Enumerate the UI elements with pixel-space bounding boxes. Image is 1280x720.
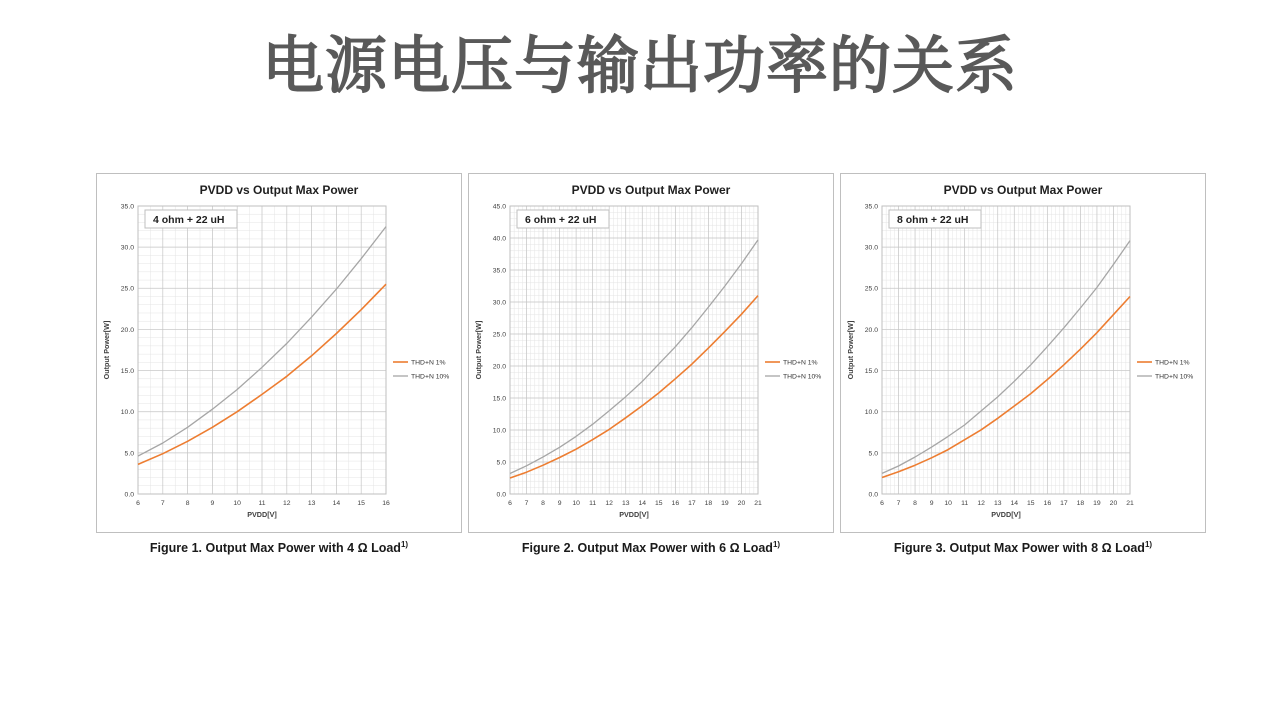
svg-text:THD+N 10%: THD+N 10%: [1155, 373, 1194, 381]
svg-text:THD+N 1%: THD+N 1%: [1155, 359, 1190, 367]
svg-text:6: 6: [880, 500, 884, 507]
svg-text:14: 14: [1010, 500, 1019, 507]
svg-text:15: 15: [655, 500, 663, 507]
svg-text:17: 17: [688, 500, 696, 507]
caption-text: Figure 1. Output Max Power with 4 Ω Load: [149, 541, 401, 556]
grid-minor: [510, 206, 758, 494]
line-chart-6ohm: [469, 198, 833, 520]
svg-text:13: 13: [621, 500, 630, 507]
svg-text:9: 9: [929, 500, 934, 507]
svg-text:19: 19: [721, 500, 729, 507]
svg-text:45.0: 45.0: [492, 203, 506, 211]
svg-text:12: 12: [977, 500, 985, 507]
legend: [393, 359, 449, 380]
svg-text:15.0: 15.0: [492, 395, 506, 403]
chart-title: PVDD vs Output Max Power: [571, 183, 731, 197]
x-axis-label: PVDD[V]: [991, 510, 1021, 519]
svg-text:10: 10: [572, 500, 580, 507]
caption-text: Figure 3. Output Max Power with 8 Ω Load: [893, 541, 1145, 556]
svg-text:9: 9: [210, 500, 215, 507]
caption-footnote-marker: 1): [1144, 540, 1153, 549]
svg-text:18: 18: [704, 500, 713, 507]
svg-text:THD+N 1%: THD+N 1%: [783, 359, 818, 367]
svg-text:20: 20: [737, 500, 746, 507]
svg-text:THD+N 10%: THD+N 10%: [411, 373, 450, 381]
chart-panel: [96, 173, 462, 533]
charts-row: [96, 173, 1206, 555]
chart-block-8ohm: [840, 173, 1206, 555]
svg-text:16: 16: [671, 500, 680, 507]
svg-text:14: 14: [638, 500, 647, 507]
svg-text:10.0: 10.0: [492, 427, 506, 435]
figure-caption: [96, 540, 462, 555]
caption-footnote-marker: 1): [772, 540, 781, 549]
load-annotation: [517, 210, 609, 228]
svg-text:12: 12: [283, 500, 291, 507]
figure-caption: [840, 540, 1206, 555]
caption-footnote-marker: 1): [400, 540, 409, 549]
tick-labels: [865, 203, 1134, 507]
svg-text:7: 7: [896, 500, 901, 507]
svg-text:17: 17: [1060, 500, 1068, 507]
svg-text:5.0: 5.0: [496, 459, 506, 467]
chart-block-6ohm: [468, 173, 834, 555]
line-chart-8ohm: [841, 198, 1205, 520]
chart-title: PVDD vs Output Max Power: [943, 183, 1103, 197]
svg-text:13: 13: [307, 500, 316, 507]
svg-text:16: 16: [382, 500, 390, 507]
tick-labels: [121, 203, 390, 507]
svg-text:15: 15: [1027, 500, 1035, 507]
svg-text:5.0: 5.0: [868, 450, 878, 458]
load-annotation: [145, 210, 237, 228]
chart-panel: [840, 173, 1206, 533]
svg-text:7: 7: [524, 500, 529, 507]
svg-text:10.0: 10.0: [120, 409, 134, 417]
x-axis-label: PVDD[V]: [247, 510, 277, 519]
tick-labels: [493, 203, 762, 507]
svg-text:11: 11: [589, 500, 597, 507]
chart-title: PVDD vs Output Max Power: [199, 183, 359, 197]
svg-text:0.0: 0.0: [868, 491, 878, 499]
svg-text:21: 21: [1126, 500, 1134, 507]
svg-text:15.0: 15.0: [864, 367, 878, 375]
line-chart-4ohm: [97, 198, 461, 520]
svg-text:4 ohm + 22 uH: 4 ohm + 22 uH: [153, 214, 225, 226]
svg-text:10: 10: [233, 500, 241, 507]
svg-text:25.0: 25.0: [864, 285, 878, 293]
svg-text:25.0: 25.0: [492, 331, 506, 339]
svg-text:6: 6: [508, 500, 512, 507]
svg-text:18: 18: [1076, 500, 1085, 507]
svg-text:16: 16: [1043, 500, 1052, 507]
svg-text:11: 11: [258, 500, 266, 507]
svg-text:8 ohm + 22 uH: 8 ohm + 22 uH: [897, 214, 969, 226]
figure-caption: [468, 540, 834, 555]
svg-text:15.0: 15.0: [120, 367, 134, 375]
svg-text:0.0: 0.0: [496, 491, 506, 499]
svg-text:7: 7: [160, 500, 165, 507]
chart-block-4ohm: [96, 173, 462, 555]
svg-text:30.0: 30.0: [492, 299, 506, 307]
svg-text:30.0: 30.0: [120, 244, 134, 252]
page-title: 电源电压与输出功率的关系: [261, 32, 1018, 101]
chart-panel: [468, 173, 834, 533]
y-axis-label: Output Power[W]: [102, 320, 111, 380]
y-axis-label: Output Power[W]: [846, 320, 855, 380]
svg-text:5.0: 5.0: [124, 450, 134, 458]
svg-text:6: 6: [136, 500, 140, 507]
svg-text:8: 8: [185, 500, 190, 507]
y-axis-label: Output Power[W]: [474, 320, 483, 380]
svg-text:THD+N 1%: THD+N 1%: [411, 359, 446, 367]
svg-text:14: 14: [332, 500, 341, 507]
caption-text: Figure 2. Output Max Power with 6 Ω Load: [521, 541, 773, 556]
svg-text:0.0: 0.0: [124, 491, 134, 499]
grid-minor: [882, 206, 1130, 494]
svg-text:12: 12: [605, 500, 613, 507]
x-axis-label: PVDD[V]: [619, 510, 649, 519]
svg-text:35.0: 35.0: [492, 267, 506, 275]
svg-text:10: 10: [944, 500, 952, 507]
svg-text:THD+N 10%: THD+N 10%: [783, 373, 822, 381]
svg-text:20.0: 20.0: [120, 326, 134, 334]
svg-text:30.0: 30.0: [864, 244, 878, 252]
svg-text:9: 9: [557, 500, 562, 507]
legend: [765, 359, 821, 380]
svg-text:20.0: 20.0: [492, 363, 506, 371]
svg-text:21: 21: [754, 500, 762, 507]
svg-text:35.0: 35.0: [120, 203, 134, 211]
svg-text:20.0: 20.0: [864, 326, 878, 334]
legend: [1137, 359, 1193, 380]
svg-text:13: 13: [993, 500, 1002, 507]
svg-text:19: 19: [1093, 500, 1101, 507]
load-annotation: [889, 210, 981, 228]
svg-text:8: 8: [541, 500, 545, 507]
svg-text:25.0: 25.0: [120, 285, 134, 293]
svg-text:10.0: 10.0: [864, 409, 878, 417]
svg-text:20: 20: [1109, 500, 1118, 507]
svg-text:11: 11: [961, 500, 969, 507]
svg-text:35.0: 35.0: [864, 203, 878, 211]
svg-text:15: 15: [357, 500, 365, 507]
svg-text:6 ohm + 22 uH: 6 ohm + 22 uH: [525, 214, 597, 226]
svg-text:8: 8: [913, 500, 917, 507]
svg-text:40.0: 40.0: [492, 235, 506, 243]
